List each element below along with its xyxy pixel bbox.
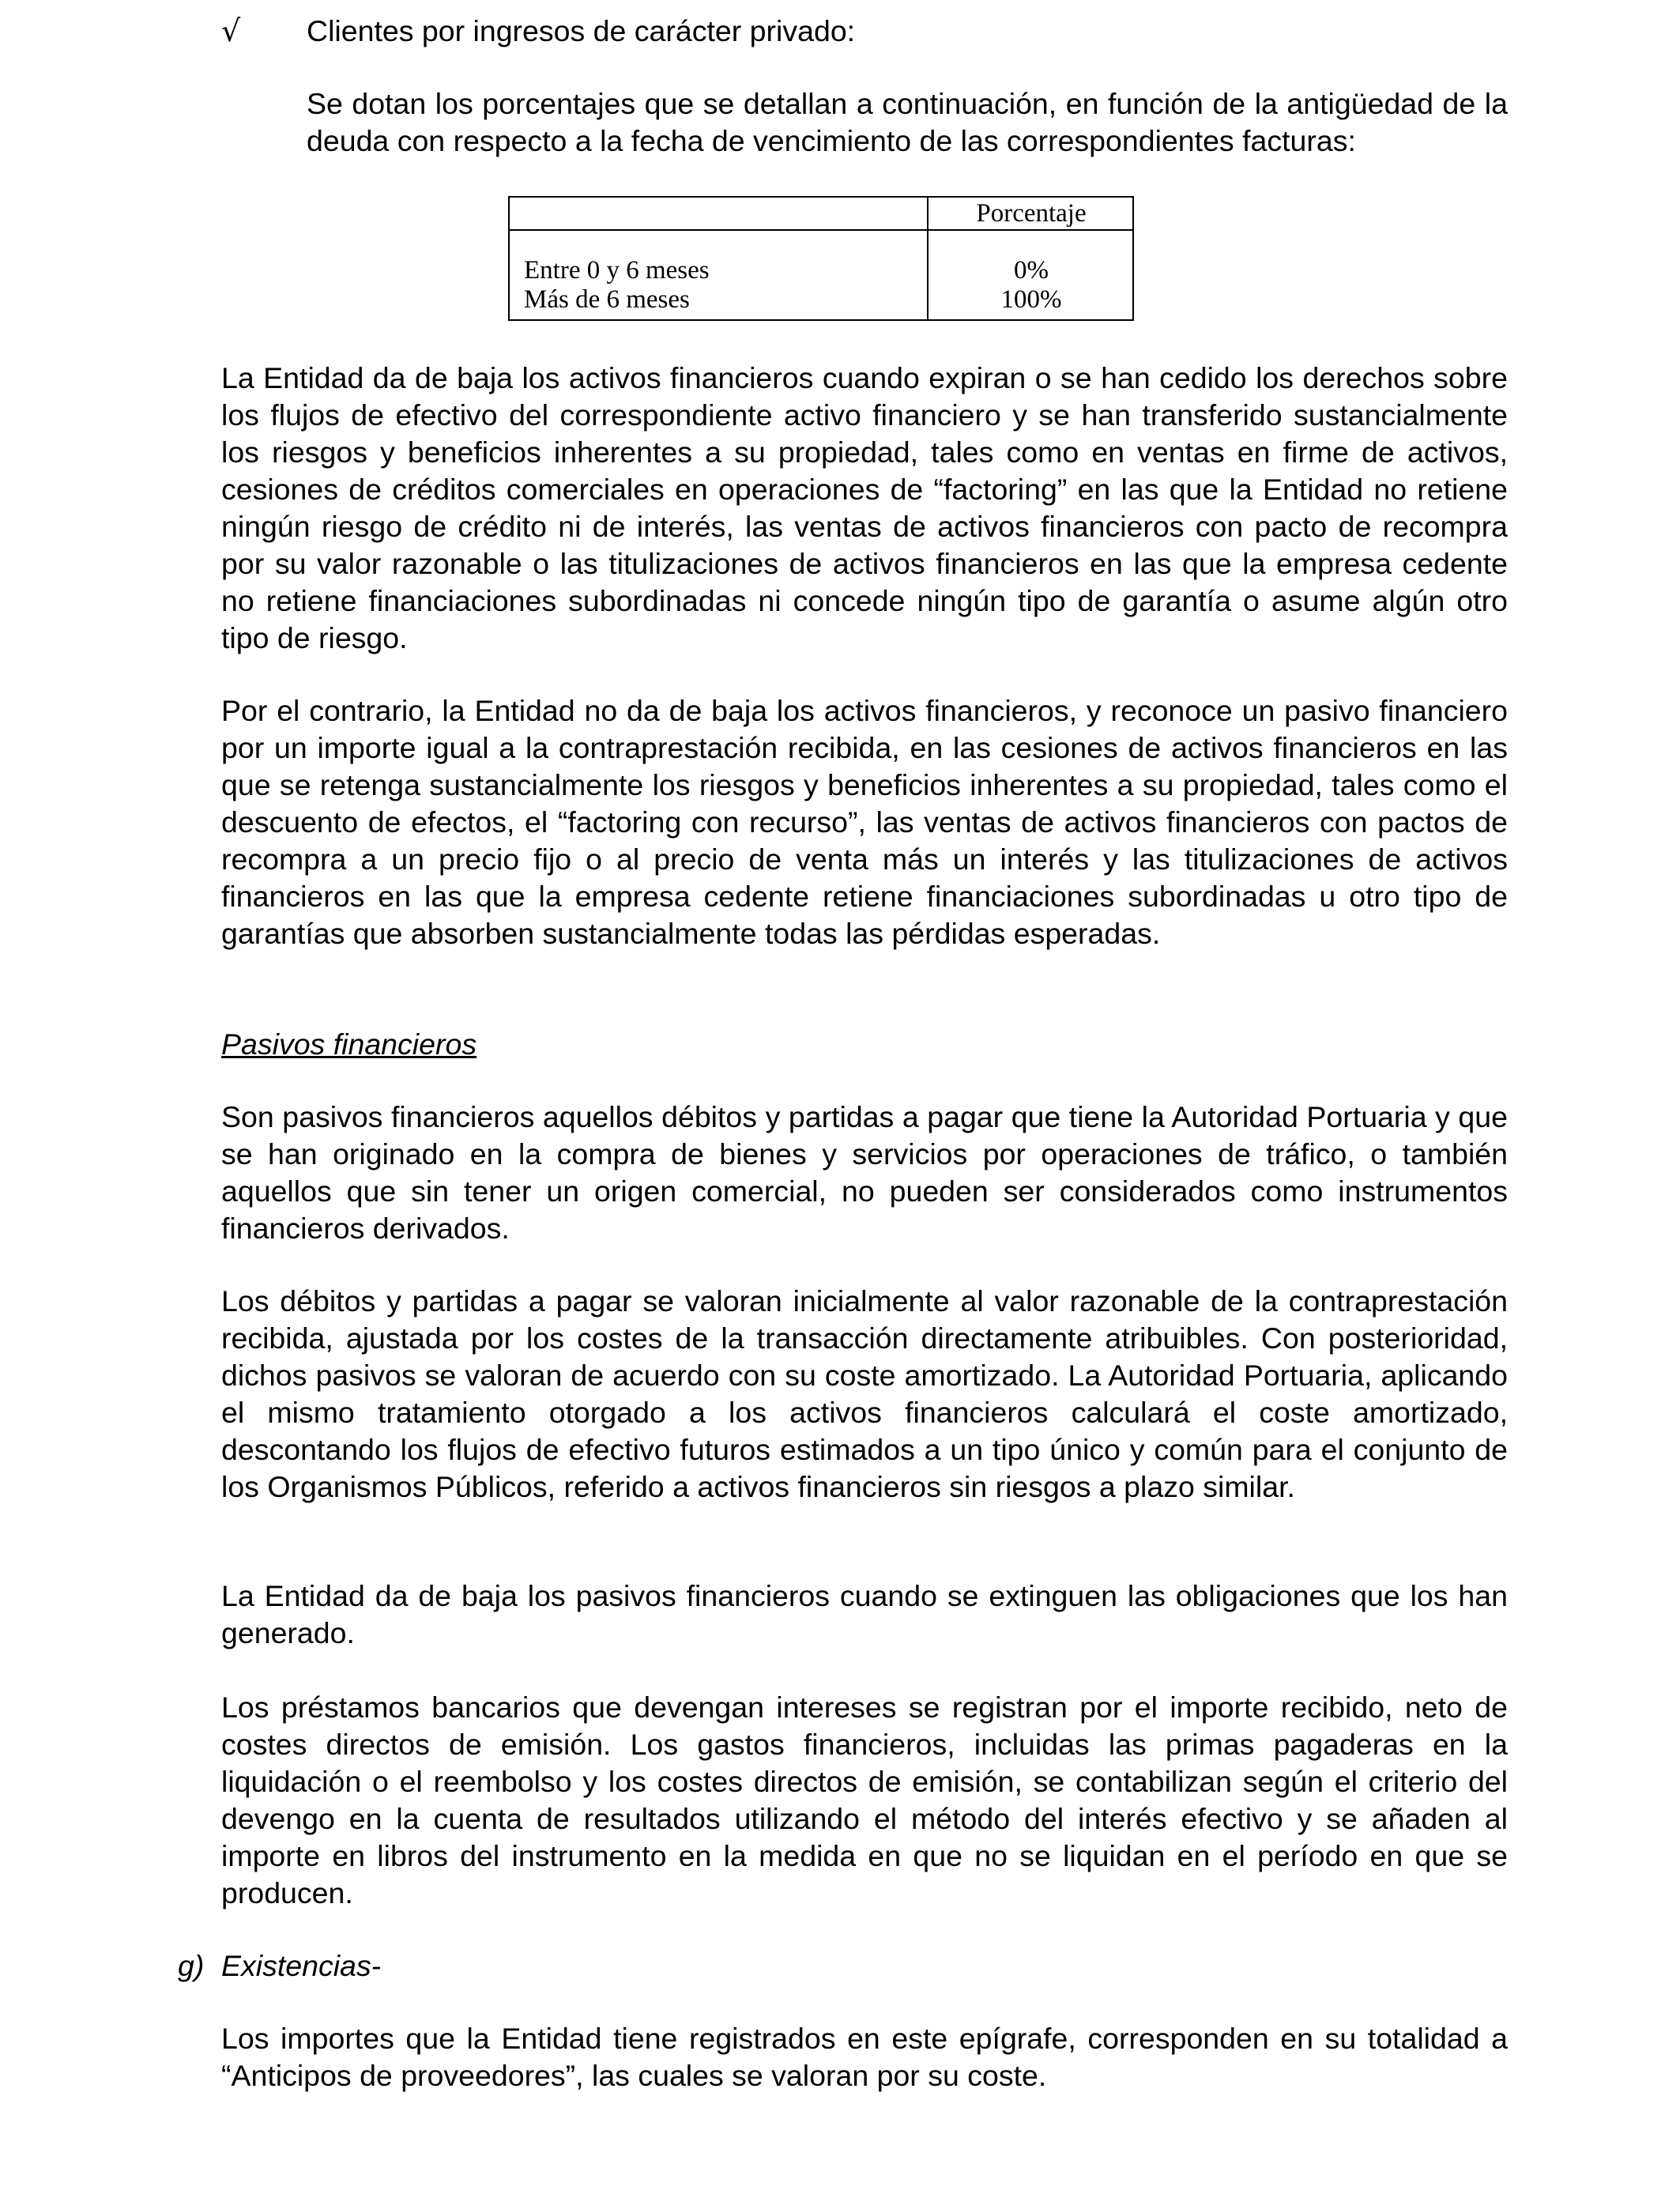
paragraph-baja-pasivos: La Entidad da de baja los pasivos financieros cuando se extinguen las obligaciones que los han generado.: [221, 1579, 1508, 1649]
table-row-label: Más de 6 meses: [524, 285, 690, 314]
paragraph-pasivos-definicion: Son pasivos financieros aquellos débitos y partidas a pagar que tiene la Autoridad Portuaria y que se han originado en la compra de bienes y servicios por operaciones de tráfico, o también aquellos que sin tener un origen comercial, no pueden ser considerados como instrumentos financieros derivados.: [221, 1100, 1508, 1245]
table-header-divider: [510, 229, 1132, 231]
paragraph-pasivos-valoracion: Los débitos y partidas a pagar se valoran inicialmente al valor razonable de la contraprestación recibida, ajustada por los costes de la transacción directamente atribuibles. Con posterioridad, dichos pasivos se valoran de acuerdo con su coste amortizado. La Autoridad Portuaria, aplicando el mismo tratamiento otorgado a los activos financieros calculará el coste amortizado, descontando los flujos de efectivo futuros estimados a un tipo único y común para el conjunto de los Organismos Públicos, referido a activos financieros sin riesgos a plazo similar.: [221, 1284, 1508, 1503]
paragraph-prestamos: Los préstamos bancarios que devengan intereses se registran por el importe recibido, neto de costes directos de emisión. Los gastos financieros, incluidas las primas pagaderas en la liquidación o el reembolso y los costes directos de emisión, se contabilizan según el criterio del devengo en la cuenta de resultados utilizando el método del interés efectivo y se añaden al importe en libros del instrumento en la medida en que no se liquidan en el período en que se producen.: [221, 1691, 1508, 1909]
paragraph-no-baja-activos: Por el contrario, la Entidad no da de baja los activos financieros, y reconoce un pasivo financiero por un importe igual a la contraprestación recibida, en las cesiones de activos financieros en las que se retenga sustancialmente los riesgos y beneficios inherentes a su propiedad, tales como el descuento de efectos, el “factoring con recurso”, las ventas de activos financieros con pactos de recompra a un precio fijo o al precio de venta más un interés y las titulizaciones de activos financieros en las que la empresa cedente retiene financiaciones subordinadas u otro tipo de garantías que absorben sustancialmente todas las pérdidas esperadas.: [221, 694, 1508, 950]
table-header-percentage: Porcentaje: [976, 199, 1087, 228]
checkmark-bullet-icon: √: [221, 13, 241, 48]
section-title-existencias: Existencias-: [221, 1949, 382, 1982]
clientes-heading: Clientes por ingresos de carácter privado:: [307, 14, 856, 47]
table-row-label: Entre 0 y 6 meses: [524, 256, 710, 285]
paragraph-baja-activos: La Entidad da de baja los activos financieros cuando expiran o se han cedido los derechos sobre los flujos de efectivo del correspondiente activo financiero y se han transferido sustancialmente los riesgos y beneficios inherentes a su propiedad, tales como en ventas en firme de activos, cesiones de créditos comerciales en operaciones de “factoring” en las que la Entidad no retiene ningún riesgo de crédito ni de interés, las ventas de activos financieros con pacto de recompra por su valor razonable o las titulizaciones de activos financieros en las que la empresa cedente no retiene financiaciones subordinadas ni concede ningún tipo de garantía o asume algún otro tipo de riesgo.: [221, 361, 1508, 654]
table-row-value: 100%: [1000, 285, 1062, 314]
paragraph-existencias: Los importes que la Entidad tiene registrados en este epígrafe, corresponden en su totalidad a “Anticipos de proveedores”, las cuales se valoran por su coste.: [221, 2022, 1508, 2092]
section-letter: g): [178, 1949, 205, 1982]
intro-paragraph: Se dotan los porcentajes que se detallan a continuación, en función de la antigüedad de la deuda con respecto a la fecha de vencimiento de las correspondientes facturas:: [307, 87, 1508, 157]
pasivos-financieros-heading: Pasivos financieros: [221, 1027, 477, 1061]
table-row-value: 0%: [1014, 256, 1049, 285]
percentage-table: [508, 196, 1134, 321]
